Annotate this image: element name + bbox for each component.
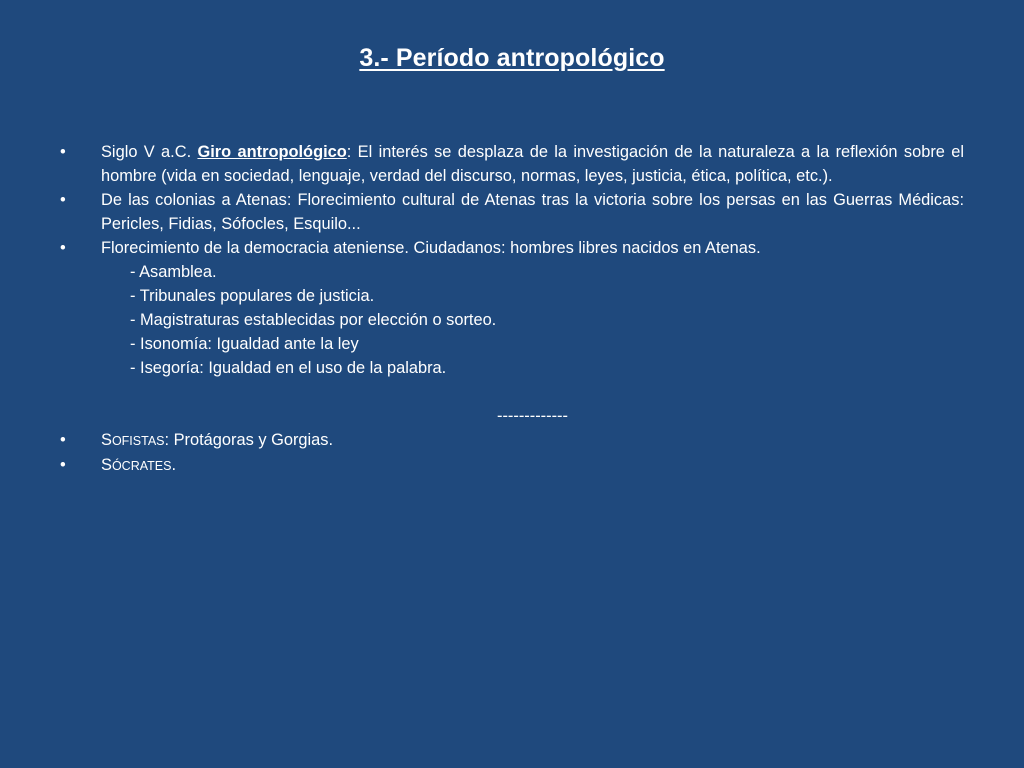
socrates-initial: S xyxy=(101,456,112,474)
sofistas-rest: OFISTAS xyxy=(111,434,165,448)
bullet-icon: • xyxy=(60,239,66,257)
bullet-item-sofistas xyxy=(56,428,964,453)
bullet-item-colonias xyxy=(56,188,964,236)
bullet-icon: • xyxy=(60,456,66,474)
bullet-text: De las colonias a Atenas: Florecimiento cultural de Atenas tras la victoria sobre los persas en las Guerras Médicas: Pericles, Fidias, Sófocles, Esquilo... xyxy=(101,191,964,233)
socrates-rest: ÓCRATES xyxy=(111,459,172,473)
bullet-text-pre: Siglo V a.C. xyxy=(101,143,198,161)
sub-item-isegoria: - Isegoría: Igualdad en el uso de la palabra. xyxy=(130,359,447,377)
socrates-text: . xyxy=(171,456,176,474)
sub-item-asamblea: - Asamblea. xyxy=(130,263,217,281)
bullet-item-giro xyxy=(56,140,964,188)
bullet-icon: • xyxy=(60,431,66,449)
bullet-item-democracia xyxy=(56,236,964,260)
bullet-item-socrates xyxy=(56,453,964,478)
sofistas-initial: S xyxy=(101,431,112,449)
separator: ------------- xyxy=(497,407,568,425)
sub-item-isonomia: - Isonomía: Igualdad ante la ley xyxy=(130,335,359,353)
bullet-text-post: : El interés se desplaza de la investigación de la naturaleza a la reflexión sobre el hombre (vida en sociedad, lenguaje, verdad del discurso, normas, leyes, justicia, ética, política, etc.). xyxy=(101,143,964,185)
bullet-text: Florecimiento de la democracia ateniense. Ciudadanos: hombres libres nacidos en Atenas. xyxy=(101,239,761,257)
sofistas-text: : Protágoras y Gorgias. xyxy=(164,431,334,449)
bullet-text-emphasis: Giro antropológico xyxy=(197,143,347,161)
sub-item-tribunales: - Tribunales populares de justicia. xyxy=(130,287,375,305)
slide-content xyxy=(56,140,964,478)
bullet-icon: • xyxy=(60,143,66,161)
bullet-icon: • xyxy=(60,191,66,209)
slide-title: 3.- Período antropológico xyxy=(359,44,665,72)
sub-item-magistraturas: - Magistraturas establecidas por elección o sorteo. xyxy=(130,311,497,329)
